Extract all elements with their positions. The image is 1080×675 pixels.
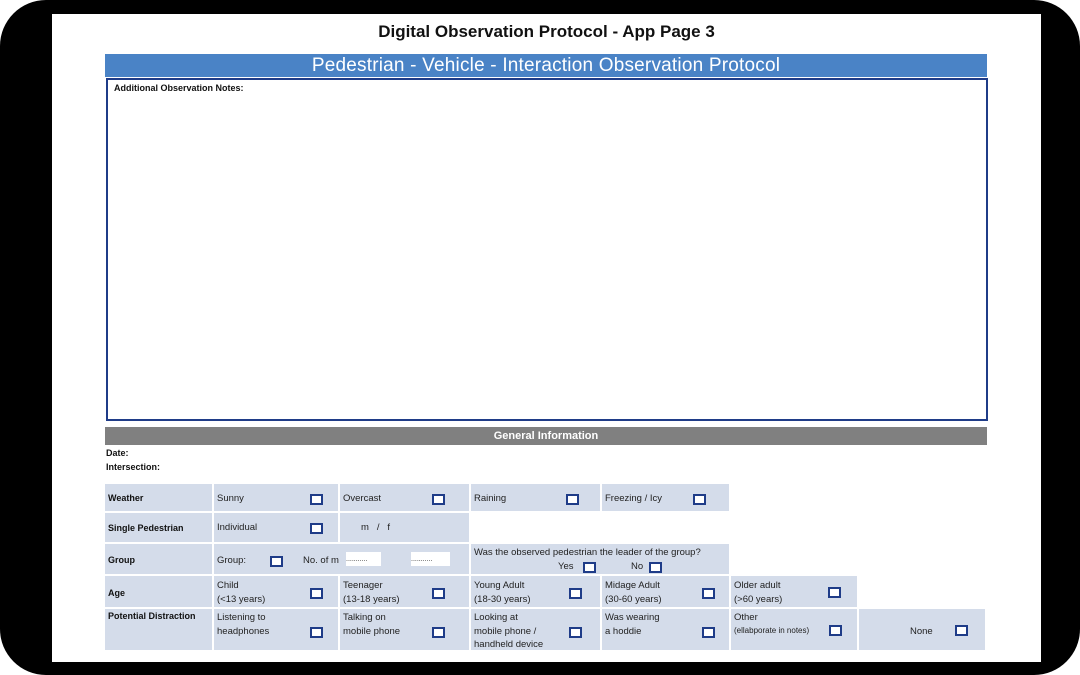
age-option-older-adult <box>731 576 859 609</box>
weather-option-raining <box>471 484 602 513</box>
group-leader-question <box>471 544 731 576</box>
young-adult-range-label: (18-30 years) <box>474 594 531 605</box>
raining-checkbox[interactable] <box>566 494 579 505</box>
phone-call-label-2: mobile phone <box>343 626 401 637</box>
date-label: Date: <box>106 448 129 458</box>
distraction-option-headphones <box>214 609 340 652</box>
leader-no-label: No <box>631 561 644 572</box>
other-label: Other <box>734 612 758 623</box>
individual-label: Individual <box>217 522 258 533</box>
midage-adult-label: Midage Adult <box>605 580 660 591</box>
hoodie-label-2: a hoddie <box>605 626 642 637</box>
freezing-label: Freezing / Icy <box>605 493 663 504</box>
hoodie-checkbox[interactable] <box>702 627 715 638</box>
headphones-label-1: Listening to <box>217 612 266 623</box>
observation-notes-textarea[interactable] <box>106 78 988 421</box>
weather-option-freezing <box>602 484 731 513</box>
leader-question-text: Was the observed pedestrian the leader of the group? <box>474 547 701 558</box>
weather-option-overcast <box>340 484 471 513</box>
gender-label: m / f <box>361 522 391 533</box>
group-label: Group <box>108 555 135 565</box>
section-header-general-information: General Information <box>105 427 987 445</box>
group-option <box>214 544 471 576</box>
distraction-option-hoodie <box>602 609 731 652</box>
leader-no-checkbox[interactable] <box>649 562 662 573</box>
leader-yes-label: Yes <box>558 561 574 572</box>
young-adult-label: Young Adult <box>474 580 525 591</box>
teenager-label: Teenager <box>343 580 383 591</box>
age-option-child <box>214 576 340 609</box>
other-note-label: (ellabporate in notes) <box>734 626 810 635</box>
none-label: None <box>910 626 933 637</box>
phone-call-checkbox[interactable] <box>432 627 445 638</box>
freezing-checkbox[interactable] <box>693 494 706 505</box>
teenager-range-label: (13-18 years) <box>343 594 400 605</box>
headphones-label-2: headphones <box>217 626 270 637</box>
other-checkbox[interactable] <box>829 625 842 636</box>
raining-label: Raining <box>474 493 507 504</box>
weather-option-sunny <box>214 484 340 513</box>
midage-adult-range-label: (30-60 years) <box>605 594 662 605</box>
single-pedestrian-row-header <box>105 513 214 544</box>
page-title: Digital Observation Protocol - App Page 3 <box>378 22 715 41</box>
headphones-checkbox[interactable] <box>310 627 323 638</box>
distraction-option-phone-call <box>340 609 471 652</box>
overcast-label: Overcast <box>343 493 382 504</box>
leader-yes-checkbox[interactable] <box>583 562 596 573</box>
gender-selector[interactable] <box>340 513 471 544</box>
older-adult-checkbox[interactable] <box>828 587 841 598</box>
phone-call-label-1: Talking on <box>343 612 386 623</box>
sunny-checkbox[interactable] <box>310 494 323 505</box>
weather-row-header <box>105 484 214 513</box>
individual-option <box>214 513 340 544</box>
group-size-label: No. of m <box>303 555 339 566</box>
older-adult-label: Older adult <box>734 580 781 591</box>
group-size-input-1[interactable]: ........... <box>346 552 381 566</box>
individual-checkbox[interactable] <box>310 523 323 534</box>
notes-label: Additional Observation Notes: <box>114 83 244 93</box>
device-label-2: mobile phone / <box>474 626 537 637</box>
device-checkbox[interactable] <box>569 627 582 638</box>
group-size-input-2[interactable]: ........... <box>411 552 450 566</box>
age-option-teenager <box>340 576 471 609</box>
distraction-option-none <box>859 609 987 652</box>
overcast-checkbox[interactable] <box>432 494 445 505</box>
weather-label: Weather <box>108 493 144 503</box>
distraction-option-other <box>731 609 859 652</box>
protocol-banner: Pedestrian - Vehicle - Interaction Observation Protocol <box>105 54 987 77</box>
distraction-option-looking-at-device <box>471 609 602 652</box>
single-pedestrian-label: Single Pedestrian <box>108 523 184 533</box>
hoodie-label-1: Was wearing <box>605 612 660 623</box>
group-checkbox[interactable] <box>270 556 283 567</box>
young-adult-checkbox[interactable] <box>569 588 582 599</box>
child-label: Child <box>217 580 239 591</box>
group-row-header <box>105 544 214 576</box>
teenager-checkbox[interactable] <box>432 588 445 599</box>
app-screen <box>52 14 1041 662</box>
none-checkbox[interactable] <box>955 625 968 636</box>
age-row-header <box>105 576 214 609</box>
age-label: Age <box>108 588 126 598</box>
older-adult-range-label: (>60 years) <box>734 594 783 605</box>
distraction-label: Potential Distraction <box>108 611 196 621</box>
age-option-young-adult <box>471 576 602 609</box>
age-option-midage-adult <box>602 576 731 609</box>
midage-adult-checkbox[interactable] <box>702 588 715 599</box>
child-checkbox[interactable] <box>310 588 323 599</box>
sunny-label: Sunny <box>217 493 244 504</box>
distraction-row-header <box>105 609 214 652</box>
device-label-3: handheld device <box>474 639 544 650</box>
child-range-label: (<13 years) <box>217 594 266 605</box>
device-label-1: Looking at <box>474 612 518 623</box>
intersection-label: Intersection: <box>106 462 161 472</box>
group-text-label: Group: <box>217 555 247 566</box>
